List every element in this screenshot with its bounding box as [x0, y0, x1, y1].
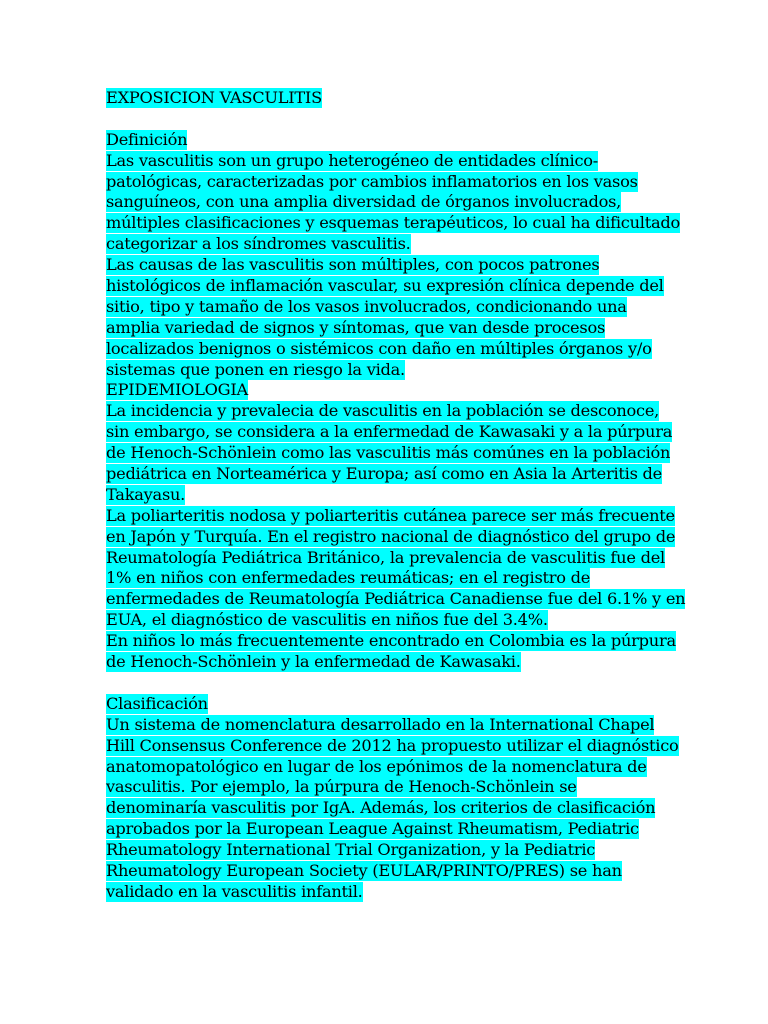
- text-line: [106, 735, 679, 757]
- highlighted-text: enfermedades de Reumatología Pediátrica Canadiense fue del 6.1% y en: [106, 589, 686, 609]
- highlighted-text: histológicos de inflamación vascular, su expresión clínica depende del: [106, 276, 664, 296]
- text-line: [106, 715, 666, 736]
- highlighted-text: 1% en niños con enfermedades reumáticas; en el registro de: [106, 568, 591, 588]
- text-line: [106, 234, 666, 255]
- text-line: [106, 213, 680, 234]
- text-line: [106, 526, 676, 548]
- epidemiology-heading: EPIDEMIOLOGIA: [106, 380, 248, 400]
- text-line: [106, 798, 666, 819]
- text-line: [106, 297, 666, 318]
- highlighted-text: en Japón y Turquía. En el registro nacional de diagnóstico del grupo de: [106, 526, 676, 546]
- text-line: [106, 589, 686, 610]
- definition-heading: Definición: [106, 129, 188, 149]
- highlighted-text: Rheumatology European Society (EULAR/PRINTO/PRES) se han: [106, 860, 622, 880]
- text-line: [106, 882, 666, 903]
- highlighted-text: Reumatología Pediátrica Británico, la prevalencia de vasculitis fue del: [106, 547, 665, 567]
- highlighted-text: sistemas que ponen en riesgo la vida.: [106, 359, 405, 379]
- highlighted-text: sanguíneos, con una amplia diversidad de órganos involucrados,: [106, 192, 622, 212]
- highlighted-text: EUA, el diagnóstico de vasculitis en niños fue del 3.4%.: [106, 610, 548, 630]
- highlighted-text: sitio, tipo y tamaño de los vasos involucrados, condicionando una: [106, 296, 627, 316]
- highlighted-text: Un sistema de nomenclatura desarrollado en la International Chapel: [106, 714, 655, 734]
- text-line: [106, 443, 671, 464]
- text-line: [106, 485, 666, 506]
- highlighted-text: localizados benignos o sistémicos con daño en múltiples órganos y/o: [106, 338, 652, 358]
- text-line: [106, 652, 666, 673]
- highlighted-text: En niños lo más frecuentemente encontrado en Colombia es la púrpura: [106, 631, 676, 651]
- highlighted-text: vasculitis. Por ejemplo, la púrpura de Henoch-Schönlein se: [106, 777, 577, 797]
- text-line: [106, 757, 666, 778]
- text-line: [106, 401, 666, 422]
- definition-paragraph-1: [106, 150, 680, 255]
- blank-line: [106, 109, 666, 130]
- text-line: [106, 255, 666, 276]
- highlighted-text: múltiples clasificaciones y esquemas terapéuticos, lo cual ha dificultado: [106, 213, 680, 233]
- text-line: [106, 610, 666, 631]
- highlighted-text: pediátrica en Norteamérica y Europa; así como en Asia la Arteritis de: [106, 464, 662, 484]
- text-line: [106, 339, 666, 360]
- highlighted-text: anatomopatológico en lugar de los epónimos de la nomenclatura de: [106, 756, 647, 776]
- highlighted-text: La poliarteritis nodosa y poliarteritis cutánea parece ser más frecuente: [106, 505, 675, 525]
- text-line: [106, 819, 666, 840]
- text-line: [106, 172, 666, 193]
- text-line: [106, 151, 666, 172]
- highlighted-text: Takayasu.: [106, 484, 186, 504]
- text-line: [106, 631, 676, 652]
- document-title: EXPOSICION VASCULITIS: [106, 88, 322, 107]
- highlighted-text: denominaría vasculitis por IgA. Además, los criterios de clasificación: [106, 798, 656, 818]
- text-line: [106, 568, 666, 589]
- text-line: [106, 861, 666, 882]
- highlighted-text: Las vasculitis son un grupo heterogéneo de entidades clínico-: [106, 150, 598, 170]
- highlighted-text: Hill Consensus Conference de 2012 ha propuesto utilizar el diagnóstico: [106, 735, 679, 755]
- text-line: [106, 276, 666, 297]
- text-line: [106, 548, 666, 569]
- text-line: [106, 192, 666, 213]
- highlighted-text: sin embargo, se considera a la enfermedad de Kawasaki y a la púrpura: [106, 422, 673, 442]
- highlighted-text: Rheumatology International Trial Organization, y la Pediatric: [106, 840, 596, 860]
- definition-paragraph-2: [106, 255, 666, 380]
- highlighted-text: de Henoch-Schönlein como las vasculitis más comúnes en la población: [106, 443, 671, 463]
- highlighted-text: categorizar a los síndromes vasculitis.: [106, 234, 411, 254]
- text-line: [106, 777, 666, 798]
- text-line: [106, 318, 666, 339]
- highlighted-text: La incidencia y prevalecia de vasculitis en la población se desconoce,: [106, 401, 660, 421]
- document-body: [106, 88, 686, 903]
- text-line: [106, 464, 666, 485]
- text-line: [106, 360, 666, 381]
- epidemiology-paragraph-3: [106, 631, 676, 673]
- classification-heading: Clasificación: [106, 693, 208, 713]
- highlighted-text: validado en la vasculitis infantil.: [106, 881, 363, 901]
- blank-line: [106, 673, 666, 694]
- text-line: [106, 840, 666, 861]
- text-line: [106, 422, 673, 443]
- text-line: [106, 505, 675, 527]
- epidemiology-paragraph-1: [106, 401, 673, 505]
- highlighted-text: amplia variedad de signos y síntomas, que van desde procesos: [106, 317, 606, 337]
- highlighted-text: de Henoch-Schönlein y la enfermedad de Kawasaki.: [106, 652, 521, 672]
- highlighted-text: Las causas de las vasculitis son múltiples, con pocos patrones: [106, 255, 600, 275]
- classification-paragraph-1: [106, 714, 679, 903]
- highlighted-text: aprobados por la European League Against Rheumatism, Pediatric: [106, 819, 639, 839]
- highlighted-text: patológicas, caracterizadas por cambios inflamatorios en los vasos: [106, 171, 638, 191]
- epidemiology-paragraph-2: [106, 505, 686, 631]
